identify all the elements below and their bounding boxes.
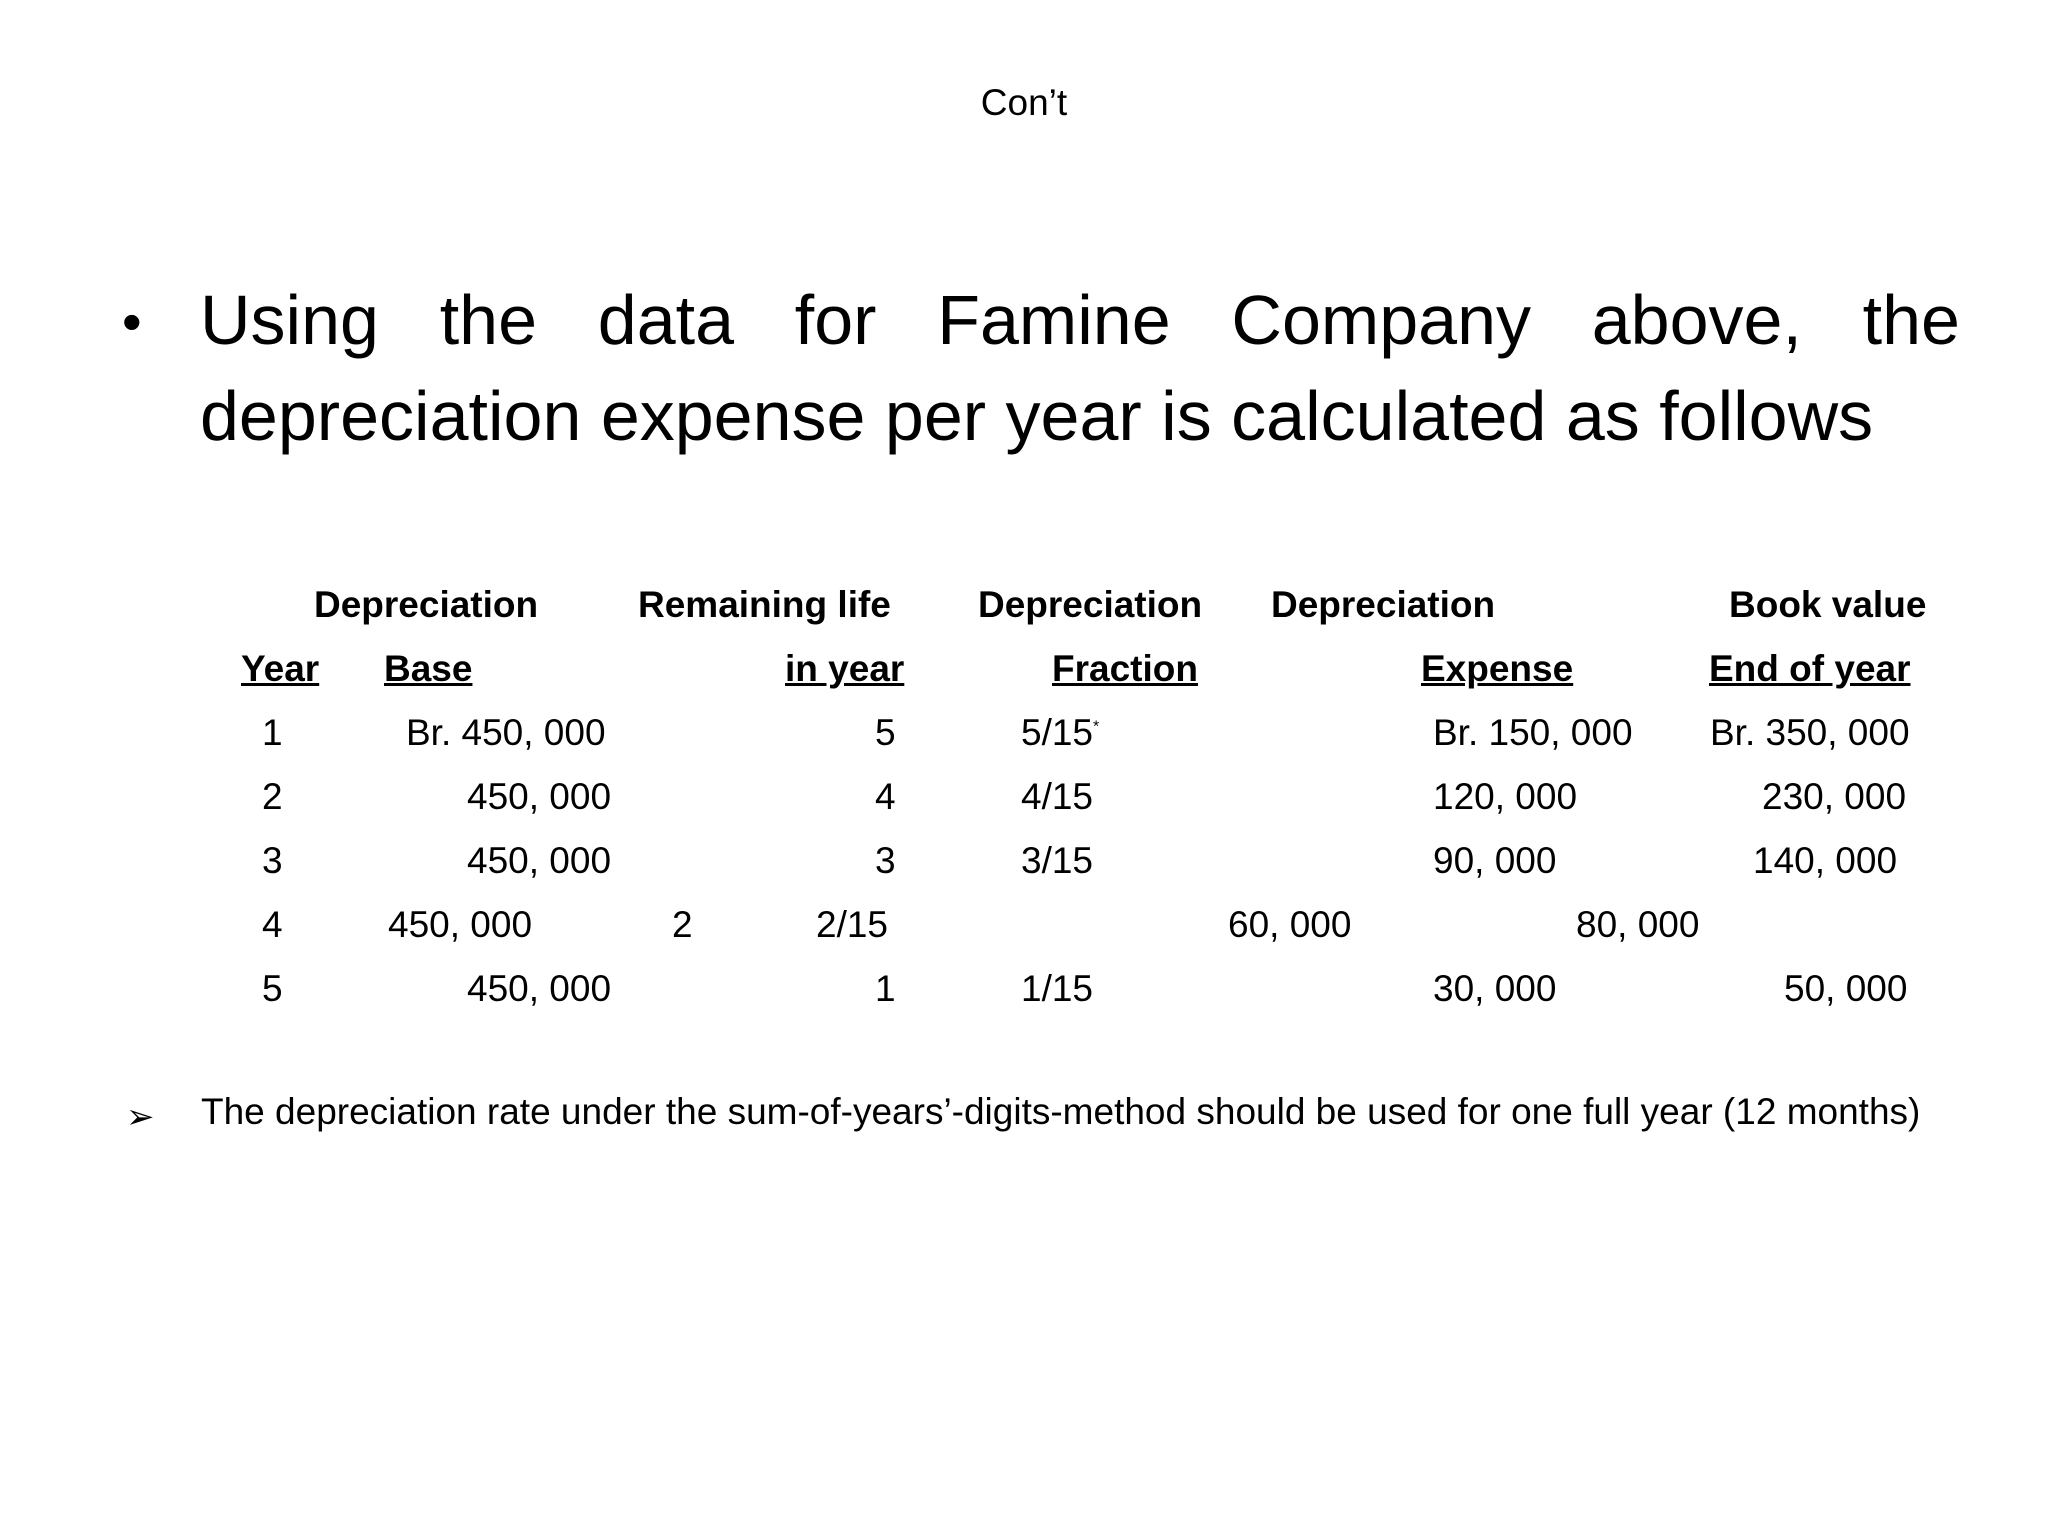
note-text: The depreciation rate under the sum-of-years’-digits-method should be used for one full year (12 months): [201, 1091, 1921, 1132]
table-row-3-base: 450, 000: [467, 840, 612, 881]
table-row-1-expense: Br. 150, 000: [1433, 712, 1633, 753]
slide-title: Con’t: [980, 82, 1068, 123]
table-row-4-fraction: 2/15: [816, 904, 889, 945]
table-row-2-expense: 120, 000: [1433, 776, 1578, 817]
footnote-marker: *: [1093, 718, 1100, 736]
table-row-1-life: 5: [875, 712, 896, 753]
table-row-4-life: 2: [672, 904, 693, 945]
table-row-2-life: 4: [875, 776, 896, 817]
header-book-value: Book value: [1729, 584, 1927, 625]
arrow-bullet-icon: ➢: [126, 1098, 155, 1136]
table-row-1-fraction-value: 5/15: [1021, 712, 1094, 753]
table-row-3-expense: 90, 000: [1433, 840, 1557, 881]
table-row-4-base: 450, 000: [388, 904, 533, 945]
table-row-2-base: 450, 000: [467, 776, 612, 817]
header-year: Year: [241, 648, 320, 689]
table-row-5-expense: 30, 000: [1433, 968, 1557, 1009]
table-row-4-expense: 60, 000: [1228, 904, 1352, 945]
table-row-1-base: Br. 450, 000: [406, 712, 606, 753]
table-row-1-fraction: [1021, 708, 1099, 758]
table-row-1-year: 1: [262, 712, 283, 753]
header-remaining-life: Remaining life: [638, 584, 891, 625]
header-depreciation-expense: Depreciation: [1271, 584, 1496, 625]
header-depreciation-base: Depreciation: [314, 584, 539, 625]
table-row-3-year: 3: [262, 840, 283, 881]
table-row-5-fraction: 1/15: [1021, 968, 1094, 1009]
header-fraction: Fraction: [1052, 648, 1198, 689]
table-row-5-book-value: 50, 000: [1784, 968, 1908, 1009]
table-row-3-life: 3: [875, 840, 896, 881]
header-depreciation-fraction: Depreciation: [978, 584, 1203, 625]
main-bullet-icon: •: [122, 290, 142, 353]
table-row-2-book-value: 230, 000: [1762, 776, 1907, 817]
table-row-5-base: 450, 000: [467, 968, 612, 1009]
table-row-3-book-value: 140, 000: [1753, 840, 1898, 881]
table-row-2-fraction: 4/15: [1021, 776, 1094, 817]
table-row-2-year: 2: [262, 776, 283, 817]
header-in-year: in year: [785, 648, 905, 689]
table-row-3-fraction: 3/15: [1021, 840, 1094, 881]
header-base: Base: [384, 648, 473, 689]
header-expense: Expense: [1421, 648, 1574, 689]
table-row-4-book-value: 80, 000: [1576, 904, 1700, 945]
table-row-4-year: 4: [262, 904, 283, 945]
table-row-5-year: 5: [262, 968, 283, 1009]
table-row-1-book-value: Br. 350, 000: [1710, 712, 1910, 753]
table-row-5-life: 1: [875, 968, 896, 1009]
header-end-of-year: End of year: [1709, 648, 1911, 689]
main-bullet-text: Using the data for Famine Company above, the depreciation expense per year is calculated as follows: [200, 281, 1960, 455]
